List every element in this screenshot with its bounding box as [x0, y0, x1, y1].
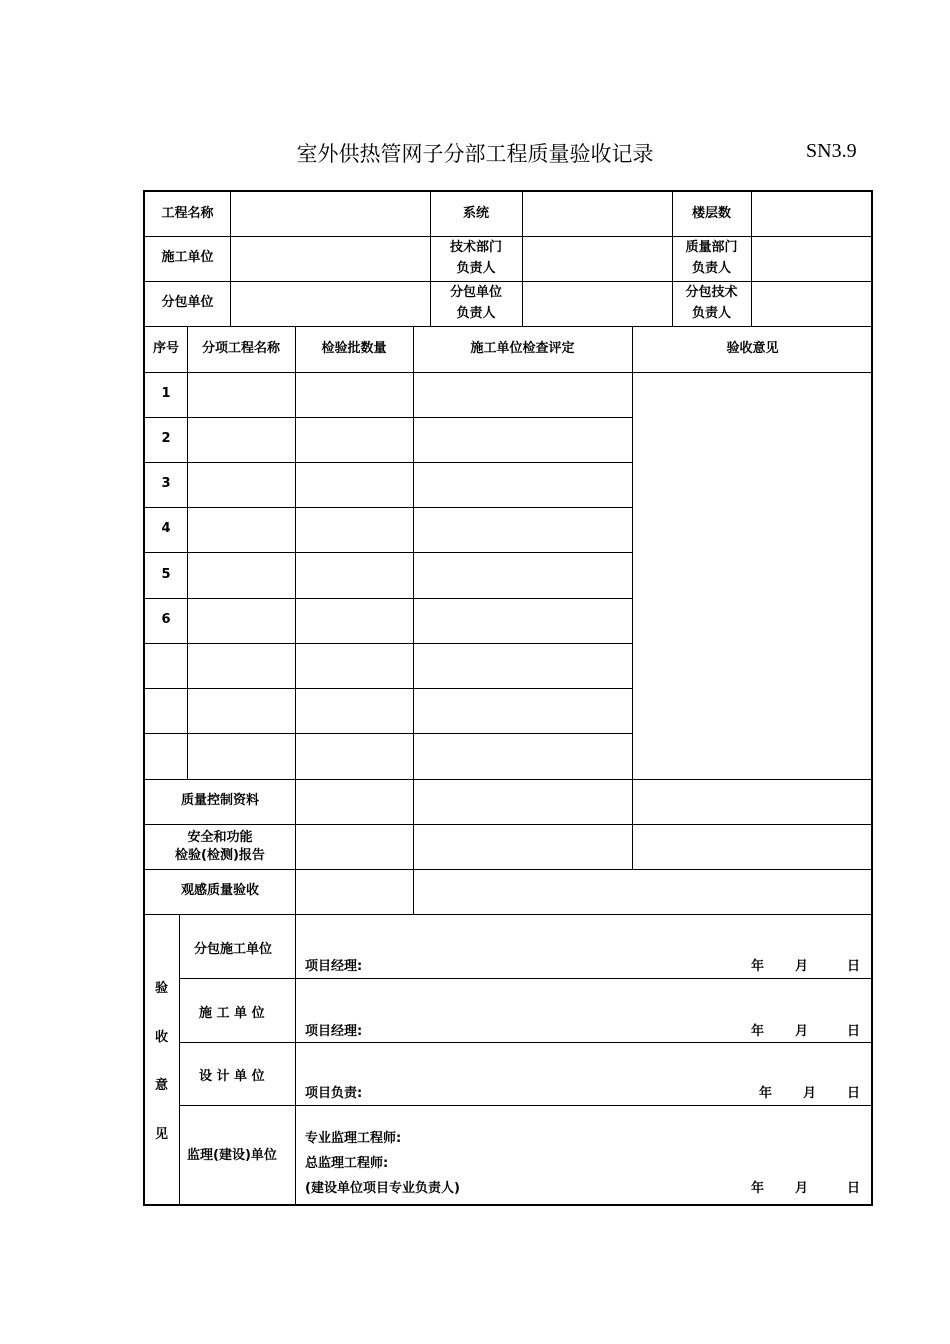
row-index: 6	[161, 612, 171, 628]
date-month: 月	[795, 1024, 809, 1039]
quality-dept-head-label	[672, 236, 751, 281]
safety-function-line1: 安全和功能	[187, 829, 253, 845]
col-divider	[230, 192, 231, 326]
col-header-batch-count: 检验批数量	[321, 340, 387, 356]
construction-unit-label: 施工单位	[161, 250, 214, 266]
date-year: 年	[751, 959, 765, 974]
row-divider	[145, 733, 632, 734]
row-divider	[145, 552, 632, 553]
tech-dept-head-label-line2: 负责人	[456, 260, 496, 276]
row-divider	[145, 688, 632, 689]
date-day: 日	[847, 1024, 861, 1039]
row-index: 4	[161, 521, 171, 537]
date-month: 月	[795, 1181, 809, 1196]
date-day: 日	[847, 959, 861, 974]
col-divider	[295, 326, 296, 779]
date-year: 年	[751, 1181, 765, 1196]
project-head-label: 项目负责:	[305, 1086, 363, 1101]
row-divider	[145, 417, 632, 418]
project-name-label: 工程名称	[161, 205, 214, 221]
construction-unit-sign-label: 施 工 单 位	[199, 1006, 265, 1021]
sub-unit-head-label	[430, 281, 522, 326]
row-divider	[145, 598, 632, 599]
date-month: 月	[795, 959, 809, 974]
row-index: 1	[161, 386, 171, 402]
project-manager-label: 项目经理:	[305, 1024, 363, 1039]
acceptance-form-table	[143, 190, 873, 1206]
sub-tech-head-label-line1: 分包技术	[685, 285, 738, 301]
sub-construction-unit-label: 分包施工单位	[194, 942, 273, 957]
row-divider	[179, 1105, 873, 1106]
row-index: 3	[161, 476, 171, 492]
acceptance-side-char: 意	[155, 1078, 169, 1093]
col-divider	[295, 914, 296, 1206]
subcontract-unit-label: 分包单位	[161, 295, 214, 311]
date-day: 日	[847, 1181, 861, 1196]
acceptance-side-char: 收	[155, 1030, 169, 1045]
project-manager-label: 项目经理:	[305, 959, 363, 974]
supervision-unit-sign-label: 监理(建设)单位	[187, 1148, 277, 1163]
supervising-engineer-label: 专业监理工程师:	[305, 1131, 402, 1146]
date-day: 日	[847, 1086, 861, 1101]
chief-engineer-label: 总监理工程师:	[305, 1156, 389, 1171]
row-divider	[145, 643, 632, 644]
sub-unit-head-label-line2: 负责人	[456, 305, 496, 321]
sub-unit-head-label-line1: 分包单位	[449, 285, 502, 301]
col-divider	[187, 326, 188, 779]
acceptance-side-char: 见	[155, 1127, 169, 1142]
acceptance-side-char: 验	[155, 981, 169, 996]
col-divider	[522, 192, 523, 326]
row-divider	[145, 462, 632, 463]
col-header-check-evaluation: 施工单位检查评定	[470, 340, 575, 356]
floors-label: 楼层数	[691, 205, 731, 221]
row-index: 5	[161, 566, 171, 582]
col-divider	[295, 779, 296, 914]
col-header-acceptance-opinion: 验收意见	[726, 340, 779, 356]
quality-dept-head-label-line1: 质量部门	[685, 240, 738, 256]
safety-function-line2: 检验(检测)报告	[175, 847, 265, 863]
row-index: 2	[161, 431, 171, 447]
document-title: 室外供热管网子分部工程质量验收记录	[296, 142, 654, 166]
tech-dept-head-label-line1: 技术部门	[449, 240, 502, 256]
design-unit-sign-label: 设 计 单 位	[199, 1069, 265, 1084]
quality-dept-head-label-line2: 负责人	[691, 260, 731, 276]
sub-tech-head-label	[672, 281, 751, 326]
document-code: SN3.9	[806, 140, 857, 162]
date-year: 年	[751, 1024, 765, 1039]
row-divider	[179, 978, 873, 979]
sub-tech-head-label-line2: 负责人	[691, 305, 731, 321]
col-divider	[632, 326, 633, 869]
col-divider	[413, 326, 414, 914]
col-header-subitem-name: 分项工程名称	[201, 340, 280, 356]
quality-control-docs-label: 质量控制资料	[180, 793, 259, 809]
appearance-quality-label: 观感质量验收	[180, 883, 259, 899]
col-divider	[751, 192, 752, 326]
date-month: 月	[803, 1086, 817, 1101]
date-year: 年	[759, 1086, 773, 1101]
row-divider	[145, 507, 632, 508]
row-divider	[179, 1042, 873, 1043]
col-divider	[179, 914, 180, 1206]
tech-dept-head-label	[430, 236, 522, 281]
system-label: 系统	[462, 205, 489, 221]
row-divider	[145, 372, 873, 373]
col-header-index: 序号	[152, 340, 179, 356]
owner-rep-label: (建设单位项目专业负责人)	[305, 1181, 460, 1196]
row-divider	[145, 914, 873, 915]
safety-function-report-label	[145, 824, 295, 869]
